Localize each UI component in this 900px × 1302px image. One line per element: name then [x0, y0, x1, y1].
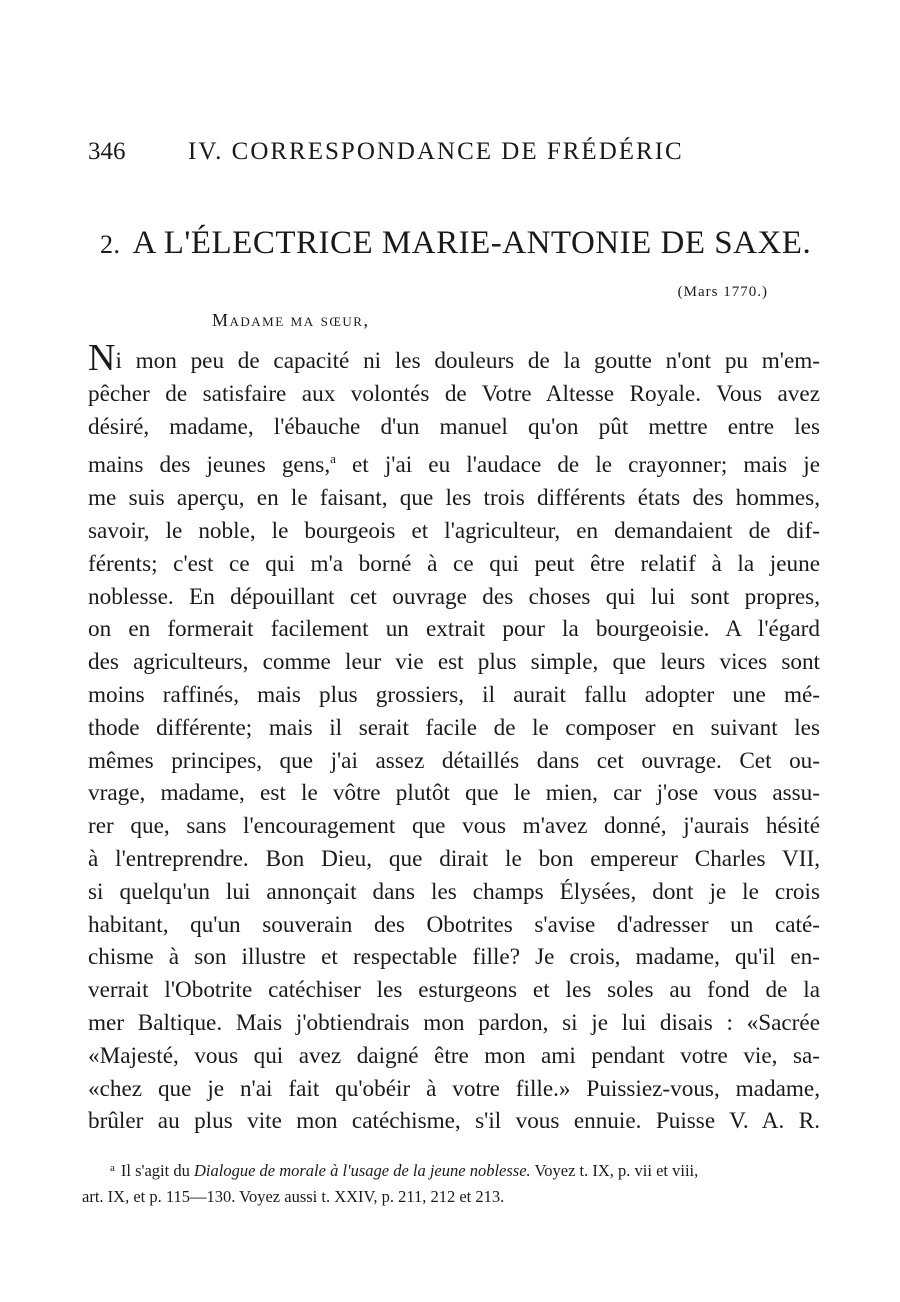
running-head	[88, 138, 748, 166]
body-line: «chez que je n'ai fait qu'obéir à votre fille.» Puissiez-vous, madame,	[88, 1075, 820, 1102]
letter-title: A L'ÉLECTRICE MARIE-ANTONIE DE SAXE.	[132, 225, 812, 261]
body-line: verrait l'Obotrite catéchiser les esturgeons et les soles au fond de la	[88, 977, 820, 1004]
footnote-marker: a	[110, 1162, 115, 1174]
footnote-line: $^a$ Il s'agit du Dialogue de morale à l'usage de la jeune noblesse. Voyez t. IX, p. vii et viii,	[110, 1161, 699, 1180]
body-line: moins raffinés, mais plus grossiers, il aurait fallu adopter une mé-	[88, 681, 820, 708]
body-line: chisme à son illustre et respectable fille? Je crois, madame, qu'il en-	[88, 944, 820, 971]
page-number: 346	[88, 138, 126, 165]
body-line: noblesse. En dépouillant cet ouvrage des choses qui lui sont propres,	[88, 583, 820, 610]
body-line: rer que, sans l'encouragement que vous m'avez donné, j'aurais hésité	[88, 813, 820, 840]
body-line: brûler au plus vite mon catéchisme, s'il vous ennuie. Puisse V. A. R.	[88, 1108, 820, 1135]
body-line: à l'entreprendre. Bon Dieu, que dirait le bon empereur Charles VII,	[88, 845, 820, 872]
body-line: mains des jeunes gens,$^a$ et j'ai eu l'audace de le crayonner; mais je	[88, 451, 821, 479]
letter-number: 2.	[100, 230, 121, 259]
footnote-line: art. IX, et p. 115—130. Voyez aussi t. XXIV, p. 211, 212 et 213.	[82, 1187, 505, 1206]
body-line: férents; c'est ce qui m'a borné à ce qui peut être relatif à la jeune	[88, 550, 820, 577]
body-line: savoir, le noble, le bourgeois et l'agriculteur, en demandaient de dif-	[88, 517, 820, 544]
body-line: des agriculteurs, comme leur vie est plus simple, que leurs vices sont	[88, 649, 820, 676]
body-line: on en formerait facilement un extrait pour la bourgeoisie. A l'égard	[88, 616, 820, 643]
letter-body	[88, 337, 821, 1138]
body-line: mer Baltique. Mais j'obtiendrais mon pardon, si je lui disais : «Sacrée	[88, 1009, 820, 1036]
running-title: IV. CORRESPONDANCE DE FRÉDÉRIC	[188, 138, 684, 165]
body-line: «Majesté, vous qui avez daigné être mon ami pendant votre vie, sa-	[88, 1042, 820, 1069]
body-line: vrage, madame, est le vôtre plutôt que le mien, car j'ose vous assu-	[88, 780, 820, 807]
body-line: mêmes principes, que j'ai assez détaillés dans cet ouvrage. Cet ou-	[88, 747, 820, 774]
salutation: Madame ma sœur,	[212, 310, 370, 330]
body-line: si quelqu'un lui annonçait dans les champs Élysées, dont je le crois	[88, 878, 820, 905]
body-line: habitant, qu'un souverain des Obotrites s'avise d'adresser un caté-	[88, 911, 820, 938]
body-line: Ni mon peu de capacité ni les douleurs de la goutte n'ont pu m'em-	[88, 337, 820, 379]
footnotes	[82, 1155, 822, 1210]
body-line: pêcher de satisfaire aux volontés de Votre Altesse Royale. Vous avez	[88, 380, 820, 407]
body-line: thode différente; mais il serait facile de le composer en suivant les	[88, 714, 820, 741]
body-line: me suis aperçu, en le faisant, que les trois différents états des hommes,	[88, 485, 820, 512]
letter-date: (Mars 1770.)	[677, 284, 768, 300]
letter-heading	[100, 225, 820, 262]
work-title: Dialogue de morale à l'usage de la jeune noblesse.	[193, 1161, 531, 1180]
body-line: désiré, madame, l'ébauche d'un manuel qu'on pût mettre entre les	[88, 413, 820, 440]
footnote-marker: a	[330, 451, 336, 467]
dropcap: N	[88, 337, 116, 379]
